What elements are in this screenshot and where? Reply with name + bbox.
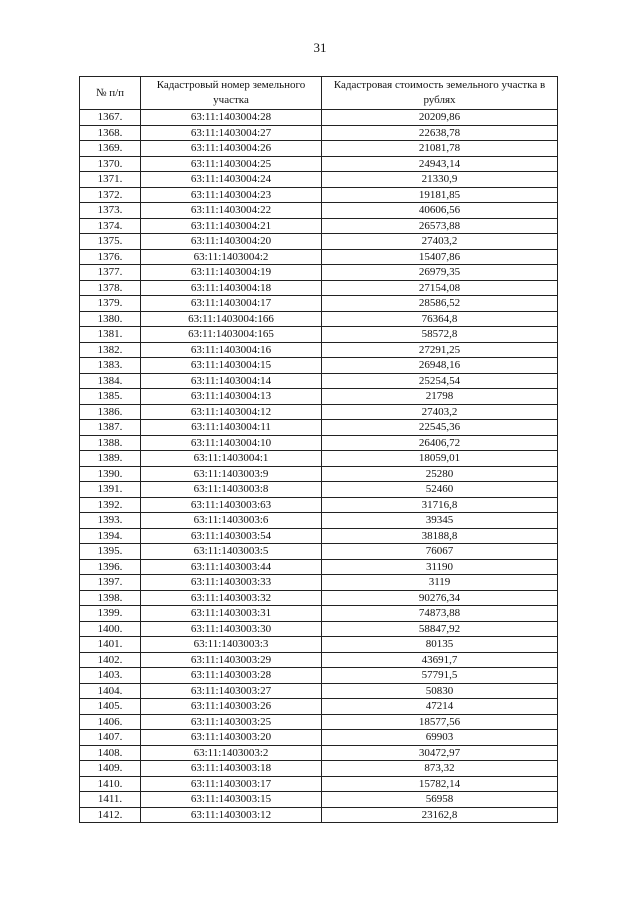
header-num: № п/п — [80, 77, 141, 110]
cadastral-number: 63:11:1403003:9 — [141, 466, 322, 482]
cadastral-number: 63:11:1403003:15 — [141, 792, 322, 808]
cadastral-number: 63:11:1403003:8 — [141, 482, 322, 498]
cadastral-number: 63:11:1403003:6 — [141, 513, 322, 529]
cadastral-cost: 69903 — [322, 730, 558, 746]
row-number: 1396. — [80, 559, 141, 575]
cadastral-number: 63:11:1403004:20 — [141, 234, 322, 250]
cadastral-number: 63:11:1403003:44 — [141, 559, 322, 575]
table-row — [80, 389, 558, 405]
header-cost: Кадастровая стоимость земельного участка в рублях — [322, 77, 558, 110]
cadastral-number: 63:11:1403004:11 — [141, 420, 322, 436]
row-number: 1390. — [80, 466, 141, 482]
table-row — [80, 683, 558, 699]
row-number: 1398. — [80, 590, 141, 606]
cadastral-number: 63:11:1403003:29 — [141, 652, 322, 668]
cadastral-cost: 31190 — [322, 559, 558, 575]
cadastral-cost: 38188,8 — [322, 528, 558, 544]
row-number: 1402. — [80, 652, 141, 668]
table-row — [80, 373, 558, 389]
row-number: 1407. — [80, 730, 141, 746]
cadastral-cost: 23162,8 — [322, 807, 558, 823]
row-number: 1383. — [80, 358, 141, 374]
cadastral-cost: 80135 — [322, 637, 558, 653]
table-row — [80, 187, 558, 203]
row-number: 1387. — [80, 420, 141, 436]
cadastral-number: 63:11:1403004:13 — [141, 389, 322, 405]
cadastral-cost: 26979,35 — [322, 265, 558, 281]
cadastral-number: 63:11:1403004:12 — [141, 404, 322, 420]
table-row — [80, 265, 558, 281]
cadastral-cost: 27154,08 — [322, 280, 558, 296]
row-number: 1401. — [80, 637, 141, 653]
cadastral-cost: 27291,25 — [322, 342, 558, 358]
table-row — [80, 435, 558, 451]
row-number: 1397. — [80, 575, 141, 591]
cadastral-number: 63:11:1403003:31 — [141, 606, 322, 622]
table-row — [80, 544, 558, 560]
cadastral-cost: 21330,9 — [322, 172, 558, 188]
row-number: 1404. — [80, 683, 141, 699]
row-number: 1409. — [80, 761, 141, 777]
cadastral-cost: 26573,88 — [322, 218, 558, 234]
cadastral-cost: 27403,2 — [322, 404, 558, 420]
cadastral-cost-table — [79, 76, 558, 823]
cadastral-cost: 27403,2 — [322, 234, 558, 250]
cadastral-cost: 21798 — [322, 389, 558, 405]
table-row — [80, 513, 558, 529]
cadastral-cost: 57791,5 — [322, 668, 558, 684]
table-row — [80, 156, 558, 172]
cadastral-number: 63:11:1403004:22 — [141, 203, 322, 219]
table-row — [80, 141, 558, 157]
cadastral-number: 63:11:1403003:18 — [141, 761, 322, 777]
cadastral-cost: 3119 — [322, 575, 558, 591]
header-cadastral-number: Кадастровый номер земельного участка — [141, 77, 322, 110]
row-number: 1374. — [80, 218, 141, 234]
row-number: 1411. — [80, 792, 141, 808]
row-number: 1405. — [80, 699, 141, 715]
row-number: 1399. — [80, 606, 141, 622]
cadastral-number: 63:11:1403004:27 — [141, 125, 322, 141]
cadastral-number: 63:11:1403003:3 — [141, 637, 322, 653]
row-number: 1372. — [80, 187, 141, 203]
cadastral-cost: 25254,54 — [322, 373, 558, 389]
table-row — [80, 497, 558, 513]
cadastral-number: 63:11:1403004:21 — [141, 218, 322, 234]
cadastral-number: 63:11:1403003:26 — [141, 699, 322, 715]
page-number: 31 — [313, 40, 327, 55]
cadastral-number: 63:11:1403004:23 — [141, 187, 322, 203]
table-row — [80, 559, 558, 575]
cadastral-cost: 26406,72 — [322, 435, 558, 451]
cadastral-number: 63:11:1403003:33 — [141, 575, 322, 591]
cadastral-cost: 47214 — [322, 699, 558, 715]
cadastral-number: 63:11:1403004:17 — [141, 296, 322, 312]
cadastral-cost: 58847,92 — [322, 621, 558, 637]
row-number: 1394. — [80, 528, 141, 544]
cadastral-number: 63:11:1403003:25 — [141, 714, 322, 730]
row-number: 1379. — [80, 296, 141, 312]
cadastral-number: 63:11:1403004:18 — [141, 280, 322, 296]
table-row — [80, 420, 558, 436]
row-number: 1410. — [80, 776, 141, 792]
cadastral-number: 63:11:1403003:2 — [141, 745, 322, 761]
cadastral-number: 63:11:1403003:5 — [141, 544, 322, 560]
cadastral-number: 63:11:1403004:16 — [141, 342, 322, 358]
cadastral-cost: 30472,97 — [322, 745, 558, 761]
cadastral-number: 63:11:1403004:10 — [141, 435, 322, 451]
table-row — [80, 807, 558, 823]
cadastral-number: 63:11:1403004:1 — [141, 451, 322, 467]
cadastral-number: 63:11:1403003:32 — [141, 590, 322, 606]
table-row — [80, 714, 558, 730]
table-row — [80, 730, 558, 746]
row-number: 1391. — [80, 482, 141, 498]
cadastral-cost: 28586,52 — [322, 296, 558, 312]
cadastral-cost: 15782,14 — [322, 776, 558, 792]
row-number: 1378. — [80, 280, 141, 296]
table-row — [80, 745, 558, 761]
table-row — [80, 621, 558, 637]
cadastral-cost: 22638,78 — [322, 125, 558, 141]
cadastral-number: 63:11:1403004:15 — [141, 358, 322, 374]
cadastral-cost: 74873,88 — [322, 606, 558, 622]
table-row — [80, 404, 558, 420]
cadastral-cost: 15407,86 — [322, 249, 558, 265]
row-number: 1389. — [80, 451, 141, 467]
cadastral-number: 63:11:1403004:166 — [141, 311, 322, 327]
table-row — [80, 218, 558, 234]
row-number: 1369. — [80, 141, 141, 157]
table-body — [80, 110, 558, 823]
table-row — [80, 482, 558, 498]
cadastral-number: 63:11:1403004:28 — [141, 110, 322, 126]
row-number: 1368. — [80, 125, 141, 141]
cadastral-cost: 58572,8 — [322, 327, 558, 343]
table-row — [80, 792, 558, 808]
table-row — [80, 699, 558, 715]
row-number: 1406. — [80, 714, 141, 730]
table-row — [80, 575, 558, 591]
table-header-row — [80, 77, 558, 110]
row-number: 1386. — [80, 404, 141, 420]
table-row — [80, 327, 558, 343]
cadastral-number: 63:11:1403004:26 — [141, 141, 322, 157]
table-row — [80, 311, 558, 327]
cadastral-cost: 56958 — [322, 792, 558, 808]
cadastral-cost: 18577,56 — [322, 714, 558, 730]
row-number: 1367. — [80, 110, 141, 126]
table-row — [80, 234, 558, 250]
row-number: 1381. — [80, 327, 141, 343]
row-number: 1376. — [80, 249, 141, 265]
cadastral-number: 63:11:1403004:165 — [141, 327, 322, 343]
table-row — [80, 296, 558, 312]
cadastral-cost: 25280 — [322, 466, 558, 482]
cadastral-cost: 90276,34 — [322, 590, 558, 606]
cadastral-cost: 873,32 — [322, 761, 558, 777]
cadastral-cost: 20209,86 — [322, 110, 558, 126]
row-number: 1375. — [80, 234, 141, 250]
table-row — [80, 451, 558, 467]
cadastral-number: 63:11:1403004:19 — [141, 265, 322, 281]
cadastral-cost: 43691,7 — [322, 652, 558, 668]
table-row — [80, 606, 558, 622]
row-number: 1377. — [80, 265, 141, 281]
cadastral-number: 63:11:1403004:2 — [141, 249, 322, 265]
cadastral-number: 63:11:1403004:24 — [141, 172, 322, 188]
cadastral-cost: 22545,36 — [322, 420, 558, 436]
cadastral-number: 63:11:1403003:63 — [141, 497, 322, 513]
row-number: 1380. — [80, 311, 141, 327]
table-row — [80, 110, 558, 126]
row-number: 1412. — [80, 807, 141, 823]
table-row — [80, 249, 558, 265]
row-number: 1400. — [80, 621, 141, 637]
row-number: 1385. — [80, 389, 141, 405]
cadastral-cost: 26948,16 — [322, 358, 558, 374]
row-number: 1388. — [80, 435, 141, 451]
row-number: 1373. — [80, 203, 141, 219]
row-number: 1403. — [80, 668, 141, 684]
table-row — [80, 358, 558, 374]
table-row — [80, 761, 558, 777]
table-row — [80, 528, 558, 544]
cadastral-number: 63:11:1403003:27 — [141, 683, 322, 699]
cadastral-number: 63:11:1403004:14 — [141, 373, 322, 389]
cadastral-cost: 24943,14 — [322, 156, 558, 172]
table-row — [80, 203, 558, 219]
table-row — [80, 776, 558, 792]
table-row — [80, 342, 558, 358]
table-row — [80, 125, 558, 141]
table-row — [80, 172, 558, 188]
row-number: 1370. — [80, 156, 141, 172]
cadastral-number: 63:11:1403003:20 — [141, 730, 322, 746]
row-number: 1384. — [80, 373, 141, 389]
row-number: 1393. — [80, 513, 141, 529]
table-row — [80, 280, 558, 296]
row-number: 1371. — [80, 172, 141, 188]
row-number: 1395. — [80, 544, 141, 560]
table-row — [80, 652, 558, 668]
cadastral-cost: 76067 — [322, 544, 558, 560]
cadastral-cost: 39345 — [322, 513, 558, 529]
cadastral-number: 63:11:1403003:54 — [141, 528, 322, 544]
row-number: 1392. — [80, 497, 141, 513]
table-row — [80, 637, 558, 653]
cadastral-cost: 40606,56 — [322, 203, 558, 219]
cadastral-cost: 31716,8 — [322, 497, 558, 513]
cadastral-cost: 50830 — [322, 683, 558, 699]
cadastral-cost: 19181,85 — [322, 187, 558, 203]
row-number: 1382. — [80, 342, 141, 358]
cadastral-cost: 18059,01 — [322, 451, 558, 467]
cadastral-number: 63:11:1403003:17 — [141, 776, 322, 792]
table-row — [80, 590, 558, 606]
cadastral-cost: 21081,78 — [322, 141, 558, 157]
table-row — [80, 466, 558, 482]
cadastral-number: 63:11:1403003:30 — [141, 621, 322, 637]
row-number: 1408. — [80, 745, 141, 761]
cadastral-number: 63:11:1403004:25 — [141, 156, 322, 172]
table-row — [80, 668, 558, 684]
cadastral-number: 63:11:1403003:12 — [141, 807, 322, 823]
cadastral-cost: 52460 — [322, 482, 558, 498]
cadastral-cost: 76364,8 — [322, 311, 558, 327]
cadastral-number: 63:11:1403003:28 — [141, 668, 322, 684]
